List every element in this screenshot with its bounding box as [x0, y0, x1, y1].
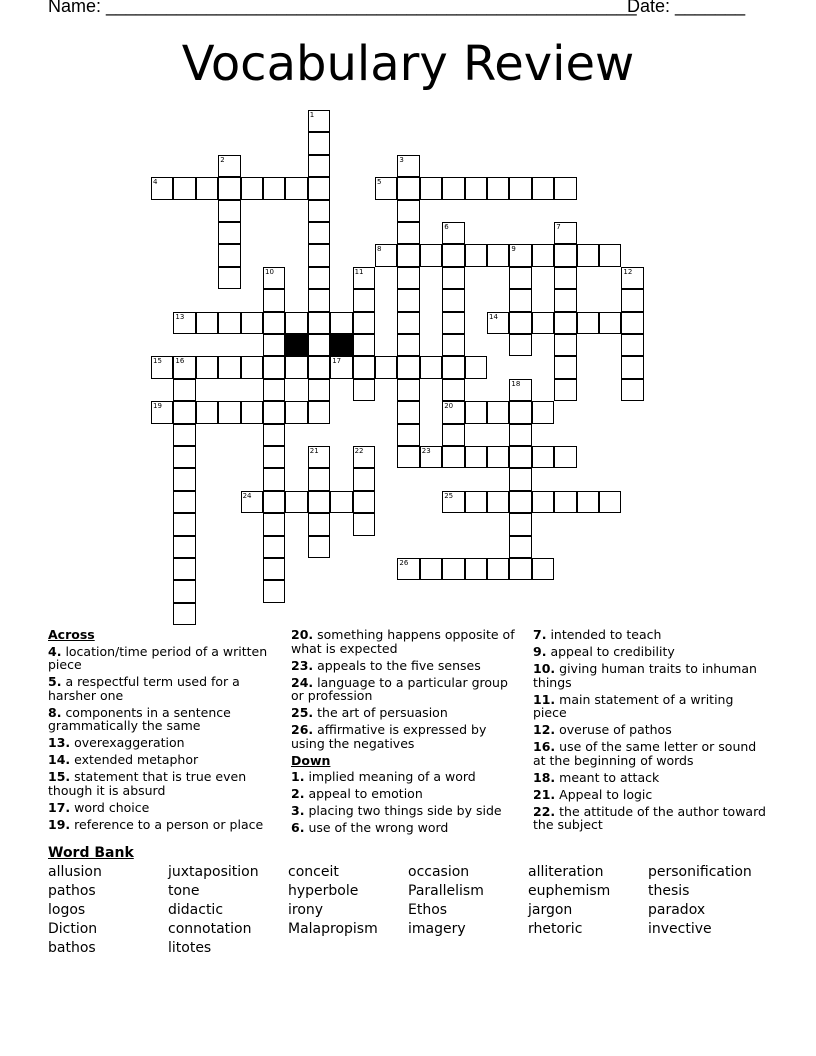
grid-cell[interactable] — [487, 558, 509, 580]
grid-cell[interactable] — [509, 536, 531, 558]
grid-cell[interactable] — [173, 603, 195, 625]
grid-cell[interactable] — [263, 356, 285, 378]
clue-number: 16 — [175, 357, 185, 366]
name-label: Name: — [48, 0, 102, 16]
clue-number: 18 — [511, 379, 521, 388]
grid-cell[interactable] — [241, 312, 263, 334]
clue-number: 6 — [444, 223, 449, 231]
word-bank-item: personification — [648, 864, 752, 880]
grid-cell[interactable] — [621, 312, 643, 334]
name-blank[interactable]: _____________________________________________________ — [101, 0, 637, 16]
grid-cell[interactable] — [308, 491, 330, 513]
grid-cell[interactable] — [308, 132, 330, 154]
word-bank-item: tone — [168, 883, 200, 899]
clue-across-26: 26. affirmative is expressed by using the negatives — [291, 722, 487, 751]
grid-cell[interactable] — [554, 267, 576, 289]
clue-number: 17 — [332, 357, 342, 366]
grid-cell[interactable] — [397, 155, 419, 177]
word-bank-item: rhetoric — [528, 921, 583, 937]
word-bank-item: connotation — [168, 921, 252, 937]
clue-number: 20 — [444, 402, 454, 411]
clue-number: 8 — [377, 245, 382, 254]
grid-cell[interactable] — [353, 334, 375, 356]
clue-number: 1 — [309, 111, 315, 119]
grid-cell[interactable] — [218, 155, 240, 177]
grid-cell[interactable] — [599, 244, 621, 266]
grid-cell[interactable] — [397, 222, 419, 244]
word-bank-item: euphemism — [528, 883, 611, 899]
grid-cell[interactable] — [218, 200, 240, 222]
clues-column-2 — [291, 628, 521, 838]
clue-across-5: 5. a respectful term used for a harsher one — [48, 674, 240, 703]
grid-cell[interactable] — [263, 558, 285, 580]
page-title: Vocabulary Review — [181, 36, 635, 92]
clue-number: 10 — [265, 267, 274, 276]
clue-number: 26 — [399, 559, 409, 567]
grid-cell[interactable] — [196, 356, 218, 378]
black-square — [330, 334, 352, 356]
grid-cell[interactable] — [263, 468, 285, 490]
grid-cell[interactable] — [308, 222, 330, 244]
grid-cell[interactable] — [218, 177, 240, 199]
grid-cell[interactable] — [353, 356, 375, 378]
grid-cell[interactable] — [554, 491, 576, 513]
grid-cell[interactable] — [487, 401, 509, 423]
grid-cell[interactable] — [465, 401, 487, 423]
grid-cell[interactable] — [173, 424, 195, 446]
grid-cell[interactable] — [285, 491, 307, 513]
grid-cell[interactable] — [241, 491, 263, 513]
grid-cell[interactable] — [263, 401, 285, 423]
grid-cell[interactable] — [621, 334, 643, 356]
clue-down-3: 3. placing two things side by side — [291, 803, 502, 818]
grid-cell[interactable] — [218, 356, 240, 378]
clue-down-6: 6. use of the wrong word — [291, 820, 449, 835]
grid-cell[interactable] — [397, 312, 419, 334]
grid-cell[interactable] — [151, 356, 173, 378]
grid-cell[interactable] — [263, 267, 285, 289]
clue-number: 12 — [623, 267, 633, 276]
word-bank-item: alliteration — [528, 864, 604, 880]
grid-cell[interactable] — [173, 356, 195, 378]
grid-cell[interactable] — [308, 468, 330, 490]
grid-cell[interactable] — [554, 177, 576, 199]
grid-cell[interactable] — [465, 244, 487, 266]
grid-cell[interactable] — [263, 379, 285, 401]
grid-cell[interactable] — [151, 401, 173, 423]
clue-number: 14 — [489, 312, 498, 321]
word-bank-item: juxtaposition — [168, 864, 259, 880]
grid-cell[interactable] — [577, 244, 599, 266]
grid-cell[interactable] — [196, 312, 218, 334]
clue-across-4: 4. location/time period of a written piece — [48, 643, 268, 672]
grid-cell[interactable] — [285, 401, 307, 423]
grid-cell[interactable] — [173, 491, 195, 513]
grid-cell[interactable] — [487, 491, 509, 513]
grid-cell[interactable] — [554, 289, 576, 311]
grid-cell[interactable] — [397, 200, 419, 222]
clue-down-21: 21. Appeal to logic — [533, 786, 653, 802]
grid-cell[interactable] — [554, 446, 576, 468]
grid-cell[interactable] — [397, 379, 419, 401]
grid-cell[interactable] — [554, 334, 576, 356]
word-bank-item: pathos — [48, 883, 96, 899]
grid-cell[interactable] — [465, 558, 487, 580]
grid-cell[interactable] — [599, 491, 621, 513]
word-bank-item: allusion — [48, 864, 102, 880]
grid-cell[interactable] — [509, 401, 531, 423]
grid-cell[interactable] — [263, 580, 285, 602]
clue-across-19: 19. reference to a person or place — [48, 816, 264, 832]
word-bank-item: litotes — [168, 940, 212, 956]
grid-cell[interactable] — [173, 446, 195, 468]
grid-cell[interactable] — [532, 558, 554, 580]
clue-number: 9 — [511, 245, 516, 254]
clue-down-9: 9. appeal to credibility — [533, 644, 675, 659]
clue-number: 4 — [153, 178, 158, 187]
grid-cell[interactable] — [509, 558, 531, 580]
grid-cell[interactable] — [218, 244, 240, 266]
grid-cell[interactable] — [397, 558, 419, 580]
clue-number: 21 — [309, 447, 319, 455]
clue-across-15: 15. statement that is true even though it is absurd — [48, 769, 247, 798]
clue-number: 13 — [175, 312, 185, 321]
grid-cell[interactable] — [397, 446, 419, 468]
clue-number: 15 — [153, 357, 162, 366]
clue-across-13: 13. overexaggeration — [48, 735, 185, 750]
grid-cell[interactable] — [397, 424, 419, 446]
clue-number: 3 — [399, 155, 404, 164]
word-bank-item: conceit — [288, 864, 339, 880]
word-bank-item: didactic — [168, 902, 224, 918]
clue-down-16: 16. use of the same letter or sound at the beginning of words — [533, 739, 757, 768]
grid-cell[interactable] — [263, 312, 285, 334]
grid-cell[interactable] — [173, 536, 195, 558]
clue-number: 22 — [354, 447, 364, 455]
clue-across-25: 25. the art of persuasion — [291, 705, 448, 720]
grid-cell[interactable] — [554, 356, 576, 378]
grid-cell[interactable] — [263, 491, 285, 513]
grid-cell[interactable] — [353, 267, 375, 289]
grid-cell[interactable] — [509, 177, 531, 199]
grid-cell[interactable] — [308, 513, 330, 535]
grid-cell[interactable] — [218, 267, 240, 289]
grid-cell[interactable] — [353, 468, 375, 490]
grid-cell[interactable] — [420, 446, 442, 468]
word-bank-item: jargon — [528, 902, 573, 918]
grid-cell[interactable] — [420, 356, 442, 378]
grid-cell[interactable] — [263, 446, 285, 468]
grid-cell[interactable] — [397, 177, 419, 199]
grid-cell[interactable] — [308, 379, 330, 401]
grid-cell[interactable] — [397, 334, 419, 356]
grid-cell[interactable] — [465, 446, 487, 468]
grid-cell[interactable] — [465, 356, 487, 378]
clues-column-3 — [533, 628, 769, 835]
word-bank-item: imagery — [408, 921, 466, 937]
clue-down-7: 7. intended to teach — [533, 627, 662, 642]
grid-cell[interactable] — [218, 401, 240, 423]
word-bank-item: Ethos — [408, 902, 448, 918]
grid-cell[interactable] — [375, 177, 397, 199]
grid-cell[interactable] — [532, 312, 554, 334]
clue-across-23: 23. appeals to the five senses — [291, 657, 481, 673]
grid-cell[interactable] — [397, 267, 419, 289]
grid-cell[interactable] — [196, 401, 218, 423]
grid-cell[interactable] — [218, 312, 240, 334]
word-bank-item: logos — [48, 902, 86, 918]
grid-cell[interactable] — [487, 244, 509, 266]
grid-cell[interactable] — [442, 424, 464, 446]
grid-cell[interactable] — [554, 222, 576, 244]
clue-across-8: 8. components in a sentence grammatically the same — [48, 704, 231, 733]
clue-down-18: 18. meant to attack — [533, 769, 660, 785]
grid-cell[interactable] — [621, 267, 643, 289]
grid-cell[interactable] — [509, 244, 531, 266]
grid-cell[interactable] — [554, 379, 576, 401]
black-square — [285, 334, 307, 356]
grid-cell[interactable] — [173, 401, 195, 423]
grid-cell[interactable] — [263, 424, 285, 446]
grid-cell[interactable] — [442, 312, 464, 334]
grid-cell[interactable] — [353, 513, 375, 535]
clue-across-20: 20. something happens opposite of what is expected — [291, 627, 515, 656]
grid-cell[interactable] — [375, 356, 397, 378]
grid-cell[interactable] — [532, 244, 554, 266]
word-bank-item: occasion — [408, 864, 470, 880]
clue-across-17: 17. word choice — [48, 799, 150, 815]
grid-cell[interactable] — [532, 177, 554, 199]
grid-cell[interactable] — [353, 312, 375, 334]
grid-cell[interactable] — [509, 468, 531, 490]
grid-cell[interactable] — [285, 356, 307, 378]
grid-cell[interactable] — [554, 312, 576, 334]
across-heading: Across — [48, 627, 95, 642]
grid-cell[interactable] — [487, 312, 509, 334]
clue-down-22: 22. the attitude of the author toward the subject — [533, 803, 766, 832]
clue-down-1: 1. implied meaning of a word — [291, 769, 476, 784]
grid-cell[interactable] — [285, 312, 307, 334]
grid-cell[interactable] — [308, 110, 330, 132]
grid-cell[interactable] — [173, 580, 195, 602]
grid-cell[interactable] — [173, 379, 195, 401]
grid-cell[interactable] — [308, 356, 330, 378]
grid-cell[interactable] — [308, 401, 330, 423]
grid-cell[interactable] — [173, 312, 195, 334]
grid-cell[interactable] — [353, 446, 375, 468]
grid-cell[interactable] — [442, 289, 464, 311]
grid-cell[interactable] — [442, 334, 464, 356]
clue-down-11: 11. main statement of a writing piece — [533, 691, 734, 720]
grid-cell[interactable] — [196, 177, 218, 199]
grid-cell[interactable] — [509, 446, 531, 468]
grid-cell[interactable] — [263, 289, 285, 311]
grid-cell[interactable] — [487, 446, 509, 468]
grid-cell[interactable] — [442, 401, 464, 423]
grid-cell[interactable] — [308, 177, 330, 199]
word-bank-item: Parallelism — [408, 883, 484, 899]
grid-cell[interactable] — [554, 244, 576, 266]
grid-cell[interactable] — [621, 289, 643, 311]
clue-number: 19 — [153, 402, 162, 411]
word-bank-item: bathos — [48, 940, 96, 956]
grid-cell[interactable] — [420, 244, 442, 266]
grid-cell[interactable] — [577, 491, 599, 513]
grid-cell[interactable] — [285, 177, 307, 199]
grid-cell[interactable] — [442, 267, 464, 289]
grid-cell[interactable] — [263, 513, 285, 535]
grid-cell[interactable] — [621, 356, 643, 378]
clue-across-24: 24. language to a particular group or profession — [291, 674, 508, 703]
clue-number: 24 — [242, 491, 252, 500]
grid-cell[interactable] — [509, 491, 531, 513]
word-bank-item: Malapropism — [288, 921, 378, 937]
clue-number: 7 — [556, 223, 561, 231]
word-bank-item: Diction — [48, 921, 98, 937]
grid-cell[interactable] — [442, 379, 464, 401]
word-bank-item: thesis — [648, 883, 690, 899]
grid-cell[interactable] — [308, 267, 330, 289]
grid-cell[interactable] — [509, 312, 531, 334]
grid-cell[interactable] — [308, 200, 330, 222]
word-bank-heading: Word Bank — [48, 845, 134, 861]
grid-cell[interactable] — [308, 536, 330, 558]
clue-number: 23 — [421, 447, 431, 455]
grid-cell[interactable] — [353, 289, 375, 311]
clue-number: 5 — [377, 178, 382, 187]
grid-cell[interactable] — [487, 177, 509, 199]
grid-cell[interactable] — [577, 312, 599, 334]
grid-cell[interactable] — [420, 177, 442, 199]
word-bank-item: invective — [648, 921, 712, 937]
grid-cell[interactable] — [442, 558, 464, 580]
clue-number: 2 — [220, 155, 225, 164]
grid-cell[interactable] — [465, 491, 487, 513]
grid-cell[interactable] — [308, 334, 330, 356]
grid-cell[interactable] — [442, 491, 464, 513]
down-heading: Down — [291, 752, 331, 768]
grid-cell[interactable] — [442, 446, 464, 468]
clue-number: 11 — [354, 267, 364, 276]
grid-cell[interactable] — [375, 244, 397, 266]
grid-cell[interactable] — [353, 379, 375, 401]
grid-cell[interactable] — [308, 446, 330, 468]
grid-cell[interactable] — [442, 356, 464, 378]
grid-cell[interactable] — [173, 513, 195, 535]
grid-cell[interactable] — [509, 379, 531, 401]
grid-cell[interactable] — [509, 334, 531, 356]
date-label: Date: — [627, 0, 671, 16]
grid-cell[interactable] — [509, 424, 531, 446]
grid-cell[interactable] — [151, 177, 173, 199]
grid-cell[interactable] — [442, 222, 464, 244]
grid-cell[interactable] — [353, 491, 375, 513]
grid-cell[interactable] — [397, 289, 419, 311]
clue-across-14: 14. extended metaphor — [48, 752, 199, 767]
grid-cell[interactable] — [397, 401, 419, 423]
grid-cell[interactable] — [308, 244, 330, 266]
grid-cell[interactable] — [330, 356, 352, 378]
date-blank[interactable]: _______ — [670, 0, 746, 16]
grid-cell[interactable] — [442, 244, 464, 266]
clue-down-10: 10. giving human traits to inhuman things — [533, 661, 757, 690]
clue-down-12: 12. overuse of pathos — [533, 722, 672, 737]
grid-cell[interactable] — [509, 267, 531, 289]
grid-cell[interactable] — [420, 558, 442, 580]
grid-cell[interactable] — [330, 491, 352, 513]
grid-cell[interactable] — [241, 401, 263, 423]
grid-cell[interactable] — [308, 289, 330, 311]
grid-cell[interactable] — [509, 289, 531, 311]
grid-cell[interactable] — [397, 244, 419, 266]
clue-number: 25 — [444, 491, 454, 500]
grid-cell[interactable] — [330, 312, 352, 334]
grid-cell[interactable] — [308, 312, 330, 334]
word-bank-item: irony — [288, 902, 324, 918]
grid-cell[interactable] — [465, 177, 487, 199]
grid-cell[interactable] — [241, 356, 263, 378]
grid-cell[interactable] — [308, 155, 330, 177]
grid-cell[interactable] — [532, 446, 554, 468]
grid-cell[interactable] — [263, 177, 285, 199]
grid-cell[interactable] — [509, 513, 531, 535]
grid-cell[interactable] — [263, 536, 285, 558]
grid-cell[interactable] — [397, 356, 419, 378]
word-bank-item: paradox — [648, 902, 706, 918]
grid-cell[interactable] — [621, 379, 643, 401]
grid-cell[interactable] — [532, 401, 554, 423]
grid-cell[interactable] — [173, 468, 195, 490]
grid-cell[interactable] — [241, 177, 263, 199]
clue-down-2: 2. appeal to emotion — [291, 786, 423, 801]
grid-cell[interactable] — [263, 334, 285, 356]
grid-cell[interactable] — [173, 177, 195, 199]
grid-cell[interactable] — [173, 558, 195, 580]
grid-cell[interactable] — [218, 222, 240, 244]
grid-cell[interactable] — [532, 491, 554, 513]
word-bank-item: hyperbole — [288, 883, 359, 899]
grid-cell[interactable] — [442, 177, 464, 199]
grid-cell[interactable] — [599, 312, 621, 334]
clues-column-1 — [48, 628, 276, 835]
